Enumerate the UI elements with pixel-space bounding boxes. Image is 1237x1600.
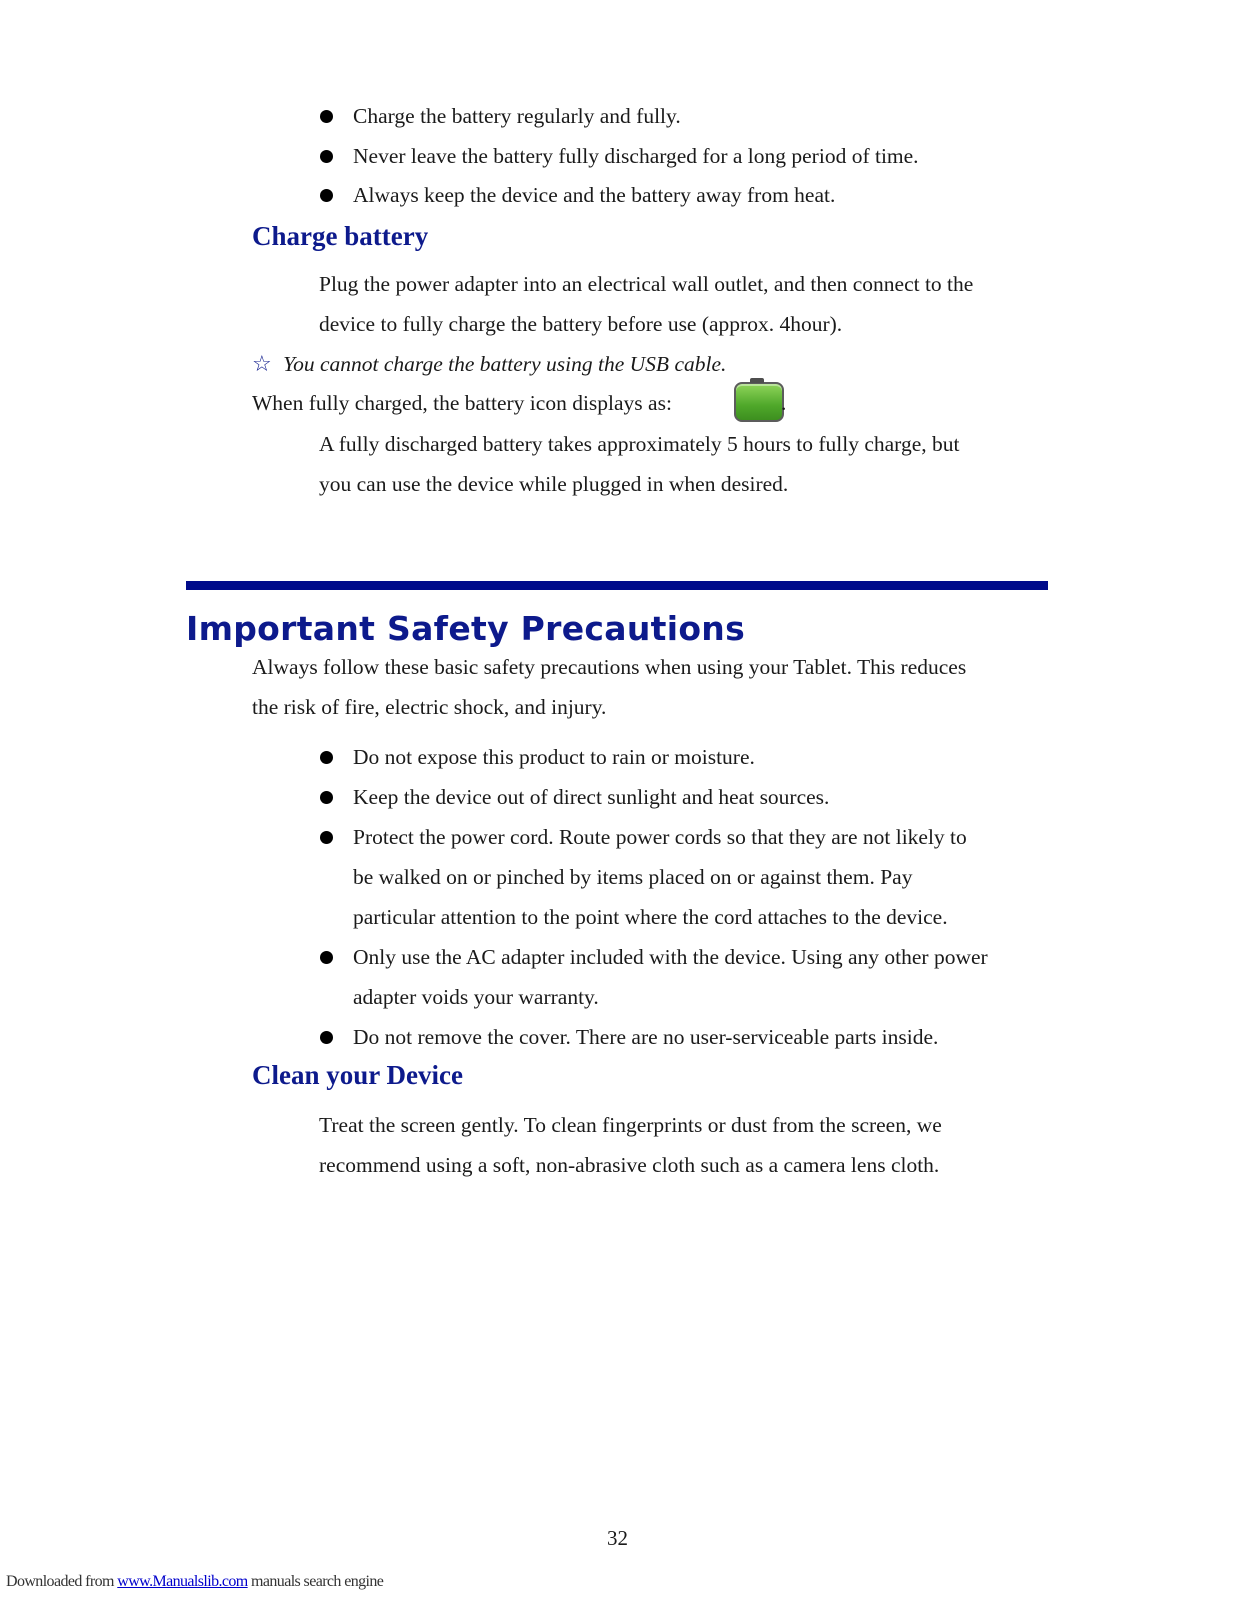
- usb-note-text: You cannot charge the battery using the USB cable.: [283, 352, 727, 376]
- page-number: 32: [607, 1526, 628, 1550]
- bullet-icon: [320, 1031, 333, 1044]
- list-item: Do not expose this product to rain or moisture.: [353, 745, 755, 769]
- charge-battery-heading: Charge battery: [252, 221, 429, 251]
- bullet-icon: [320, 831, 333, 844]
- download-footer: [6, 1573, 383, 1591]
- section-divider: [186, 581, 1048, 590]
- bullet-icon: [320, 110, 333, 123]
- list-item-continued: particular attention to the point where the cord attaches to the device.: [353, 905, 948, 929]
- list-item: Keep the device out of direct sunlight and heat sources.: [353, 785, 830, 809]
- star-icon: ☆: [252, 352, 272, 377]
- list-item: Protect the power cord. Route power cords so that they are not likely to: [353, 825, 967, 849]
- safety-title: Important Safety Precautions: [186, 609, 746, 648]
- list-item: Charge the battery regularly and fully.: [353, 104, 681, 128]
- manualslib-link[interactable]: www.Manualslib.com: [117, 1573, 248, 1590]
- footer-suffix: manuals search engine: [247, 1573, 384, 1590]
- battery-icon-line: When fully charged, the battery icon displays as:: [252, 391, 672, 415]
- battery-full-icon: [734, 382, 787, 422]
- clean-paragraph-line: Treat the screen gently. To clean fingerprints or dust from the screen, we: [319, 1113, 942, 1137]
- bullet-icon: [320, 189, 333, 202]
- safety-intro-line: Always follow these basic safety precautions when using your Tablet. This reduces: [252, 655, 967, 679]
- footer-prefix: Downloaded from: [6, 1573, 118, 1590]
- bullet-icon: [320, 791, 333, 804]
- list-item: Do not remove the cover. There are no user-serviceable parts inside.: [353, 1025, 939, 1049]
- list-item: Always keep the device and the battery away from heat.: [353, 183, 836, 207]
- clean-paragraph-line: recommend using a soft, non-abrasive cloth such as a camera lens cloth.: [319, 1153, 940, 1177]
- list-item-continued: adapter voids your warranty.: [353, 985, 599, 1009]
- battery-icon-line-end: .: [781, 391, 787, 415]
- safety-intro-line: the risk of fire, electric shock, and injury.: [252, 695, 607, 719]
- usb-note: [252, 351, 726, 378]
- charge-paragraph-line: Plug the power adapter into an electrical wall outlet, and then connect to the: [319, 272, 974, 296]
- discharge-paragraph-line: you can use the device while plugged in when desired.: [319, 472, 789, 496]
- clean-device-heading: Clean your Device: [252, 1060, 463, 1090]
- list-item: Only use the AC adapter included with the device. Using any other power: [353, 945, 988, 969]
- discharge-paragraph-line: A fully discharged battery takes approximately 5 hours to fully charge, but: [319, 432, 960, 456]
- bullet-icon: [320, 951, 333, 964]
- bullet-icon: [320, 751, 333, 764]
- bullet-icon: [320, 150, 333, 163]
- list-item-continued: be walked on or pinched by items placed on or against them. Pay: [353, 865, 913, 889]
- charge-paragraph-line: device to fully charge the battery before use (approx. 4hour).: [319, 312, 843, 336]
- list-item: Never leave the battery fully discharged for a long period of time.: [353, 144, 919, 168]
